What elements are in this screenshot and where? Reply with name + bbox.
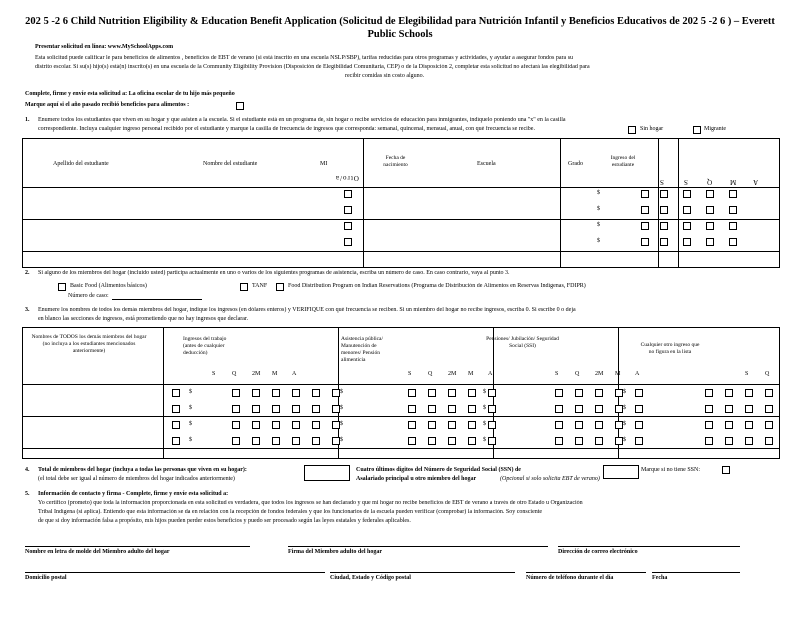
freq-checkbox[interactable] [272, 389, 280, 397]
freq-checkbox[interactable] [172, 405, 180, 413]
freq-checkbox[interactable] [615, 389, 623, 397]
case-number-field[interactable] [112, 299, 202, 300]
certify-text-1: Yo certifico (prometo) que toda la información proporcionada en esta solicitud es verdadera, que todos los ingresos se han declarado y que mi hogar no recibe beneficios de EBT de verano a través de otro Estado u Organización [38, 500, 583, 506]
col-grade: Grado [568, 161, 583, 167]
freq-checkbox[interactable] [615, 421, 623, 429]
col-school: Escuela [477, 161, 496, 167]
no-ssn-checkbox[interactable] [722, 466, 730, 474]
students-table [22, 138, 780, 268]
freq-checkbox[interactable] [408, 389, 416, 397]
freq-header: A [635, 371, 640, 377]
freq-checkbox[interactable] [660, 190, 668, 198]
freq-checkbox[interactable] [408, 405, 416, 413]
complete-note: Complete, firme y envíe esta solicitud a: La oficina escolar de tu hijo más pequeño [25, 91, 235, 97]
fdpir-label: Food Distribution Program on Indian Reservations (Programa de Distribución de Alimentos en Reservas Indígenas, FDIPR) [288, 283, 586, 289]
section-2-text: Si alguno de los miembros del hogar (incluido usted) participa actualmente en uno o varios de los siguientes programas de asistencia, escriba un número de caso. En caso contrario, vaya al punto 3. [38, 270, 510, 276]
freq-header: S [408, 371, 412, 377]
freq-checkbox[interactable] [706, 222, 714, 230]
freq-checkbox[interactable] [428, 421, 436, 429]
freq-header: 2M [595, 371, 604, 377]
freq-checkbox[interactable] [555, 405, 563, 413]
freq-header: 2M [252, 371, 261, 377]
freq-checkbox[interactable] [683, 222, 691, 230]
freq-checkbox[interactable] [292, 437, 300, 445]
tanf-label: TANF [252, 283, 268, 289]
freq-checkbox[interactable] [595, 421, 603, 429]
date-field[interactable] [652, 572, 740, 573]
other-rotated-label: Otro/a [335, 173, 359, 182]
freq-checkbox[interactable] [252, 421, 260, 429]
certify-text-3: de que si doy información falsa a propósito, mis hijos pueden perder estos beneficios y puedo ser procesado según las leyes estatales y federales aplicables. [38, 518, 411, 524]
freq-checkbox[interactable] [683, 238, 691, 246]
printed-name-label: Nombre en letra de molde del Miembro adulto del hogar [25, 549, 170, 555]
freq-checkbox[interactable] [312, 389, 320, 397]
household-table [22, 327, 780, 459]
freq-checkbox[interactable] [448, 421, 456, 429]
status-checkbox[interactable] [641, 238, 649, 246]
email-field[interactable] [558, 546, 740, 547]
freq-checkbox[interactable] [408, 421, 416, 429]
income-dollar-sign: $ [623, 421, 626, 427]
income-dollar-sign: $ [483, 405, 486, 411]
intro-line-3: recibir comidas sin costo alguno. [345, 73, 425, 79]
income-dollar-sign: $ [340, 421, 343, 427]
income-dollar-sign: $ [483, 437, 486, 443]
certify-text-2: Tribal Indígena (si aplica). Entiendo que esta información se da en relación con la recepción de fondos federales y que los funcionarios de la escuela pueden verificar (comprobar) la información. Soy consciente [38, 509, 543, 515]
section-1-text-2: correspondiente. Incluya cualquier ingreso personal recibido por el estudiante y marque la casilla de frecuencia de ingresos que corresponda: semanal, quincenal, mensual, anual, con qué frecuencia se recibe. [38, 126, 535, 132]
income-dollar-sign: $ [597, 238, 600, 244]
freq-checkbox[interactable] [660, 222, 668, 230]
freq-label: S [659, 177, 664, 186]
freq-checkbox[interactable] [332, 405, 340, 413]
col-last-name: Apellido del estudiante [53, 161, 109, 167]
last-year-checkbox[interactable] [236, 102, 244, 110]
income-dollar-sign: $ [340, 405, 343, 411]
col-first-name: Nombre del estudiante [203, 161, 258, 167]
basic-food-label: Basic Food (Alimentos básicos) [70, 283, 147, 289]
income-dollar-sign: $ [340, 389, 343, 395]
freq-header: S [212, 371, 216, 377]
freq-checkbox[interactable] [272, 421, 280, 429]
section-5-number: 5. [25, 491, 30, 497]
freq-checkbox[interactable] [745, 389, 753, 397]
freq-checkbox[interactable] [575, 389, 583, 397]
freq-header: M [615, 371, 621, 377]
basic-food-checkbox[interactable] [58, 283, 66, 291]
freq-header: A [488, 371, 493, 377]
freq-checkbox[interactable] [706, 206, 714, 214]
freq-checkbox[interactable] [660, 238, 668, 246]
migrant-checkbox[interactable] [693, 126, 701, 134]
section-4-number: 4. [25, 467, 30, 473]
freq-checkbox[interactable] [332, 437, 340, 445]
freq-checkbox[interactable] [635, 437, 643, 445]
section-3-number: 3. [25, 307, 30, 313]
city-field[interactable] [330, 572, 515, 573]
fdpir-checkbox[interactable] [276, 283, 284, 291]
section-3-text-1: Enumere los nombres de todos los demás miembros del hogar, indique los ingresos (en dólares enteros) y VERIFIQUE con qué frecuencia se reciben. Si un miembro del hogar no recibe ingresos, escriba 0. Si escribe 0 o deja [38, 307, 576, 313]
freq-checkbox[interactable] [765, 389, 773, 397]
intro-line-1: Esta solicitud puede calificar le para beneficios de alimentos , beneficios de EBT de verano (si está inscrito en una escuela NSLP/SBP), tarifas reducidas para otros programas y actividades, y ayudar a asegurar fondos para su [35, 55, 574, 61]
income-dollar-sign: $ [623, 389, 626, 395]
freq-checkbox[interactable] [468, 421, 476, 429]
freq-checkbox[interactable] [745, 437, 753, 445]
freq-checkbox[interactable] [448, 437, 456, 445]
income-dollar-sign: $ [597, 190, 600, 196]
freq-checkbox[interactable] [312, 421, 320, 429]
col-mi: MI [320, 161, 328, 167]
freq-checkbox[interactable] [765, 405, 773, 413]
freq-checkbox[interactable] [595, 405, 603, 413]
city-label: Ciudad, Estado y Código postal [330, 575, 411, 581]
freq-checkbox[interactable] [272, 437, 280, 445]
freq-header: M [468, 371, 474, 377]
freq-checkbox[interactable] [488, 437, 496, 445]
freq-checkbox[interactable] [705, 389, 713, 397]
freq-checkbox[interactable] [232, 421, 240, 429]
freq-checkbox[interactable] [705, 405, 713, 413]
freq-checkbox[interactable] [292, 405, 300, 413]
income-dollar-sign: $ [623, 405, 626, 411]
freq-checkbox[interactable] [725, 437, 733, 445]
freq-checkbox[interactable] [555, 389, 563, 397]
income-dollar-sign: $ [597, 206, 600, 212]
freq-checkbox[interactable] [332, 389, 340, 397]
homeless-label: Sin hogar [640, 126, 664, 132]
freq-checkbox[interactable] [448, 405, 456, 413]
income-dollar-sign: $ [340, 437, 343, 443]
freq-checkbox[interactable] [765, 437, 773, 445]
status-checkbox[interactable] [641, 190, 649, 198]
freq-checkbox[interactable] [172, 421, 180, 429]
student-other-checkbox[interactable] [344, 238, 352, 246]
freq-m-label: M [729, 177, 737, 186]
freq-checkbox[interactable] [660, 206, 668, 214]
printed-name-field[interactable] [25, 546, 250, 547]
freq-checkbox[interactable] [705, 437, 713, 445]
phone-label: Número de teléfono durante el día [526, 575, 614, 581]
freq-checkbox[interactable] [729, 222, 737, 230]
homeless-checkbox[interactable] [628, 126, 636, 134]
freq-header: Q [765, 371, 770, 377]
address-field[interactable] [25, 572, 325, 573]
freq-header: A [292, 371, 297, 377]
freq-q-label: Q [706, 177, 713, 186]
freq-checkbox[interactable] [428, 437, 436, 445]
freq-checkbox[interactable] [428, 389, 436, 397]
freq-checkbox[interactable] [448, 389, 456, 397]
freq-checkbox[interactable] [575, 421, 583, 429]
freq-header: S [745, 371, 749, 377]
total-members-input[interactable] [304, 465, 350, 481]
income-dollar-sign: $ [483, 421, 486, 427]
phone-field[interactable] [526, 572, 646, 573]
tanf-checkbox[interactable] [240, 283, 248, 291]
intro-line-2: distrito escolar. Si su(s) hijo(s) está(n) inscrito(s) en una escuela de la Community Eligibility Provision (Disposición de Elegibilidad Comunitaria, CEP) o de la Disposición 2, completar esta solicitud no afectará las elegibilidad para [35, 64, 590, 70]
student-other-checkbox[interactable] [344, 206, 352, 214]
freq-checkbox[interactable] [729, 206, 737, 214]
freq-checkbox[interactable] [232, 389, 240, 397]
freq-header: S [555, 371, 559, 377]
section-3-text-2: en blanco las secciones de ingresos, está prometiendo que no hay ingresos que declarar. [38, 316, 249, 322]
freq-checkbox[interactable] [575, 405, 583, 413]
ssn-label-1: Cuatro últimos dígitos del Número de Seguridad Social (SSN) de [356, 467, 521, 473]
freq-checkbox[interactable] [468, 405, 476, 413]
freq-checkbox[interactable] [468, 437, 476, 445]
freq-checkbox[interactable] [332, 421, 340, 429]
freq-checkbox[interactable] [683, 190, 691, 198]
freq-checkbox[interactable] [555, 437, 563, 445]
freq-checkbox[interactable] [595, 437, 603, 445]
freq-checkbox[interactable] [706, 238, 714, 246]
freq-checkbox[interactable] [488, 421, 496, 429]
income-dollar-sign: $ [623, 437, 626, 443]
col-other-income: Cualquier otro ingreso que no figura en la lista [640, 342, 700, 356]
freq-checkbox[interactable] [595, 389, 603, 397]
freq-checkbox[interactable] [705, 421, 713, 429]
freq-checkbox[interactable] [729, 238, 737, 246]
income-dollar-sign: $ [189, 437, 192, 443]
freq-checkbox[interactable] [312, 437, 320, 445]
freq-header: 2M [448, 371, 457, 377]
freq-header: Q [575, 371, 580, 377]
freq-checkbox[interactable] [488, 389, 496, 397]
freq-checkbox[interactable] [292, 389, 300, 397]
col-pensions: Pensiones/ Jubilación/ Seguridad Social (SSI) [486, 336, 559, 350]
freq-checkbox[interactable] [615, 437, 623, 445]
freq-checkbox[interactable] [252, 389, 260, 397]
section-1-text-1: Enumere todos los estudiantes que viven en su hogar y que asisten a la escuela. Si el estudiante está en un programa de, sin hogar o recibe servicios de educación para inmigrantes, indíquelo poniendo una "x" en la casilla [38, 117, 566, 123]
freq-checkbox[interactable] [635, 421, 643, 429]
freq-checkbox[interactable] [725, 421, 733, 429]
freq-checkbox[interactable] [729, 190, 737, 198]
income-dollar-sign: $ [483, 389, 486, 395]
freq-checkbox[interactable] [575, 437, 583, 445]
migrant-label: Migrante [704, 126, 726, 132]
income-dollar-sign: $ [189, 389, 192, 395]
freq-s-label: S [683, 177, 688, 186]
freq-checkbox[interactable] [292, 421, 300, 429]
freq-checkbox[interactable] [488, 405, 496, 413]
freq-checkbox[interactable] [172, 389, 180, 397]
student-other-checkbox[interactable] [344, 190, 352, 198]
section-5-heading: Información de contacto y firma - Complete, firme y envíe esta solicitud a: [38, 491, 229, 497]
freq-checkbox[interactable] [725, 405, 733, 413]
section-2-number: 2. [25, 270, 30, 276]
freq-checkbox[interactable] [272, 405, 280, 413]
signature-label: Firma del Miembro adulto del hogar [288, 549, 383, 555]
email-label: Dirección de correo electrónico [558, 549, 638, 555]
col-member-names: Nombres de TODOS los demás miembros del hogar (no incluya a los estudiantes mencionados anteriormente) [31, 334, 147, 355]
freq-checkbox[interactable] [765, 421, 773, 429]
ssn-optional-note: (Opcional si solo solicita EBT de verano) [500, 476, 600, 482]
freq-checkbox[interactable] [252, 405, 260, 413]
freq-checkbox[interactable] [172, 437, 180, 445]
page-title: 202 5 -2 6 Child Nutrition Eligibility & Education Benefit Application (Solicitud de Elegibilidad para Nutrición Infantil y Beneficios Educativos de 202 5 -2 6 ) – Everett Public Schools [25, 16, 775, 40]
total-members-note: (el total debe ser igual al número de miembros del hogar indicados anteriormente) [38, 476, 235, 482]
freq-checkbox[interactable] [615, 405, 623, 413]
freq-checkbox[interactable] [706, 190, 714, 198]
freq-checkbox[interactable] [408, 437, 416, 445]
freq-checkbox[interactable] [745, 421, 753, 429]
freq-checkbox[interactable] [312, 405, 320, 413]
student-other-checkbox[interactable] [344, 222, 352, 230]
income-dollar-sign: $ [189, 421, 192, 427]
address-label: Domicilio postal [25, 575, 67, 581]
freq-checkbox[interactable] [635, 389, 643, 397]
freq-checkbox[interactable] [232, 405, 240, 413]
freq-a-label: A [752, 177, 759, 186]
freq-checkbox[interactable] [635, 405, 643, 413]
freq-checkbox[interactable] [683, 206, 691, 214]
ssn-input[interactable] [603, 465, 639, 479]
freq-checkbox[interactable] [428, 405, 436, 413]
col-work-income: Ingresos del trabajo (antes de cualquier deducción) [183, 336, 227, 357]
freq-checkbox[interactable] [725, 389, 733, 397]
freq-header: Q [232, 371, 237, 377]
freq-checkbox[interactable] [252, 437, 260, 445]
freq-header: M [272, 371, 278, 377]
ssn-label-2: Asalariado principal u otro miembro del hogar [356, 476, 477, 482]
section-1-number: 1. [25, 117, 30, 123]
freq-header: Q [428, 371, 433, 377]
freq-checkbox[interactable] [232, 437, 240, 445]
last-year-note: Marque aquí si el año pasado recibió beneficios para alimentos : [25, 102, 190, 108]
total-members-label: Total de miembros del hogar (incluya a todas las personas que viven en su hogar): [38, 467, 247, 473]
online-note: Presentar solicitud en línea: www.MySchoolApps.com [35, 44, 174, 50]
status-checkbox[interactable] [641, 222, 649, 230]
freq-checkbox[interactable] [555, 421, 563, 429]
freq-checkbox[interactable] [745, 405, 753, 413]
date-label: Fecha [652, 575, 668, 581]
income-dollar-sign: $ [189, 405, 192, 411]
col-income: Ingreso del estudiante [610, 155, 636, 169]
status-checkbox[interactable] [641, 206, 649, 214]
signature-field[interactable] [288, 546, 548, 547]
col-birthdate: Fecha de nacimiento [383, 155, 408, 169]
col-assistance: Asistencia pública/ Manutención de menores/ Pensión alimenticia [341, 336, 384, 364]
freq-checkbox[interactable] [468, 389, 476, 397]
income-dollar-sign: $ [597, 222, 600, 228]
case-number-label: Número de caso: [68, 293, 109, 299]
no-ssn-label: Marque si no tiene SSN: [641, 467, 700, 473]
